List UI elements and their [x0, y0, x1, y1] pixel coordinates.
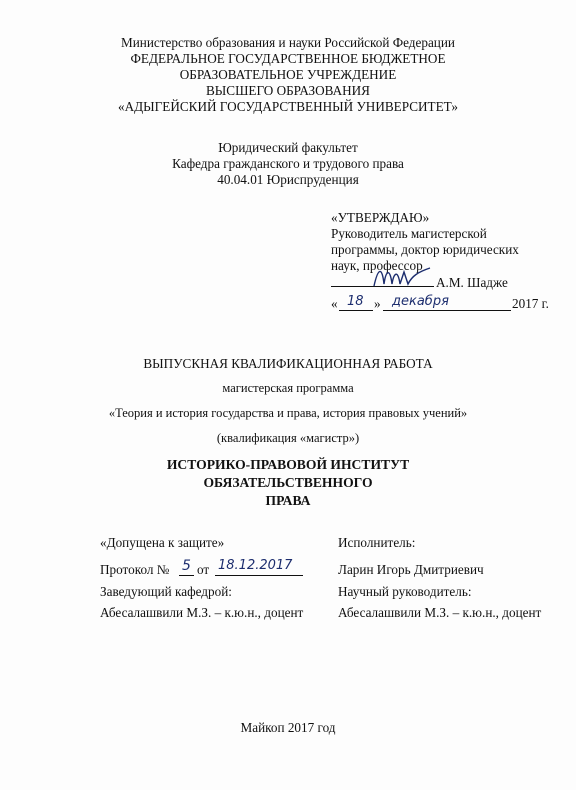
date-year: 2017 г. [512, 296, 549, 311]
protocol-date-handwritten: 18.12.2017 [218, 558, 293, 573]
ministry-line: ОБРАЗОВАТЕЛЬНОЕ УЧРЕЖДЕНИЕ [179, 67, 397, 82]
date-month-handwritten: декабря [392, 294, 449, 309]
head-of-department-name: Абесалашвили М.З. – к.ю.н., доцент [100, 605, 304, 620]
protocol-number-handwritten: 5 [182, 558, 191, 574]
date-month-line [383, 310, 511, 311]
faculty-block [0, 140, 576, 188]
protocol-from: от [197, 562, 210, 577]
supervisor-name: Абесалашвили М.З. – к.ю.н., доцент [338, 605, 542, 620]
program-label: магистерская программа [222, 381, 354, 395]
ministry-header [0, 35, 576, 115]
program-name: «Теория и история государства и права, история правовых учений» [108, 406, 468, 420]
qualification: (квалификация «магистр») [216, 431, 360, 445]
head-of-department-label: Заведующий кафедрой: [100, 584, 232, 599]
approval-line: программы, доктор юридических [331, 242, 519, 257]
approval-signer: А.М. Шадже [436, 275, 508, 290]
approval-line: наук, профессор [331, 258, 423, 273]
protocol-date-line [215, 575, 303, 576]
protocol-prefix: Протокол № [100, 562, 170, 577]
date-day-handwritten: 18 [347, 294, 364, 309]
approval-heading: «УТВЕРЖДАЮ» [331, 210, 430, 225]
date-open-quote: « [331, 296, 338, 311]
signature-mark-icon [368, 262, 438, 292]
approval-block [331, 210, 561, 274]
executor-name: Ларин Игорь Дмитриевич [338, 562, 484, 577]
city-year: Майкоп 2017 год [240, 720, 336, 735]
supervisor-label: Научный руководитель: [338, 584, 472, 599]
department-name: Кафедра гражданского и трудового права [172, 156, 404, 171]
university-name: «АДЫГЕЙСКИЙ ГОСУДАРСТВЕННЫЙ УНИВЕРСИТЕТ» [118, 99, 458, 114]
thesis-title [100, 456, 476, 510]
date-close-quote: » [374, 296, 381, 311]
date-day-line [339, 310, 373, 311]
ministry-line: Министерство образования и науки Российской Федерации [121, 35, 455, 50]
ministry-line: ВЫСШЕГО ОБРАЗОВАНИЯ [206, 83, 370, 98]
protocol-number-line [179, 575, 194, 576]
executor-label: Исполнитель: [338, 535, 416, 550]
thesis-title-line: ИСТОРИКО-ПРАВОВОЙ ИНСТИТУТ ОБЯЗАТЕЛЬСТВЕННОГО [166, 457, 410, 490]
approval-line: Руководитель магистерской [331, 226, 487, 241]
specialty-code: 40.04.01 Юриспруденция [217, 172, 359, 187]
faculty-name: Юридический факультет [218, 140, 358, 155]
ministry-line: ФЕДЕРАЛЬНОЕ ГОСУДАРСТВЕННОЕ БЮДЖЕТНОЕ [130, 51, 446, 66]
work-type: ВЫПУСКНАЯ КВАЛИФИКАЦИОННАЯ РАБОТА [143, 356, 433, 371]
admission-label: «Допущена к защите» [100, 535, 225, 550]
thesis-title-line: ПРАВА [265, 493, 311, 508]
